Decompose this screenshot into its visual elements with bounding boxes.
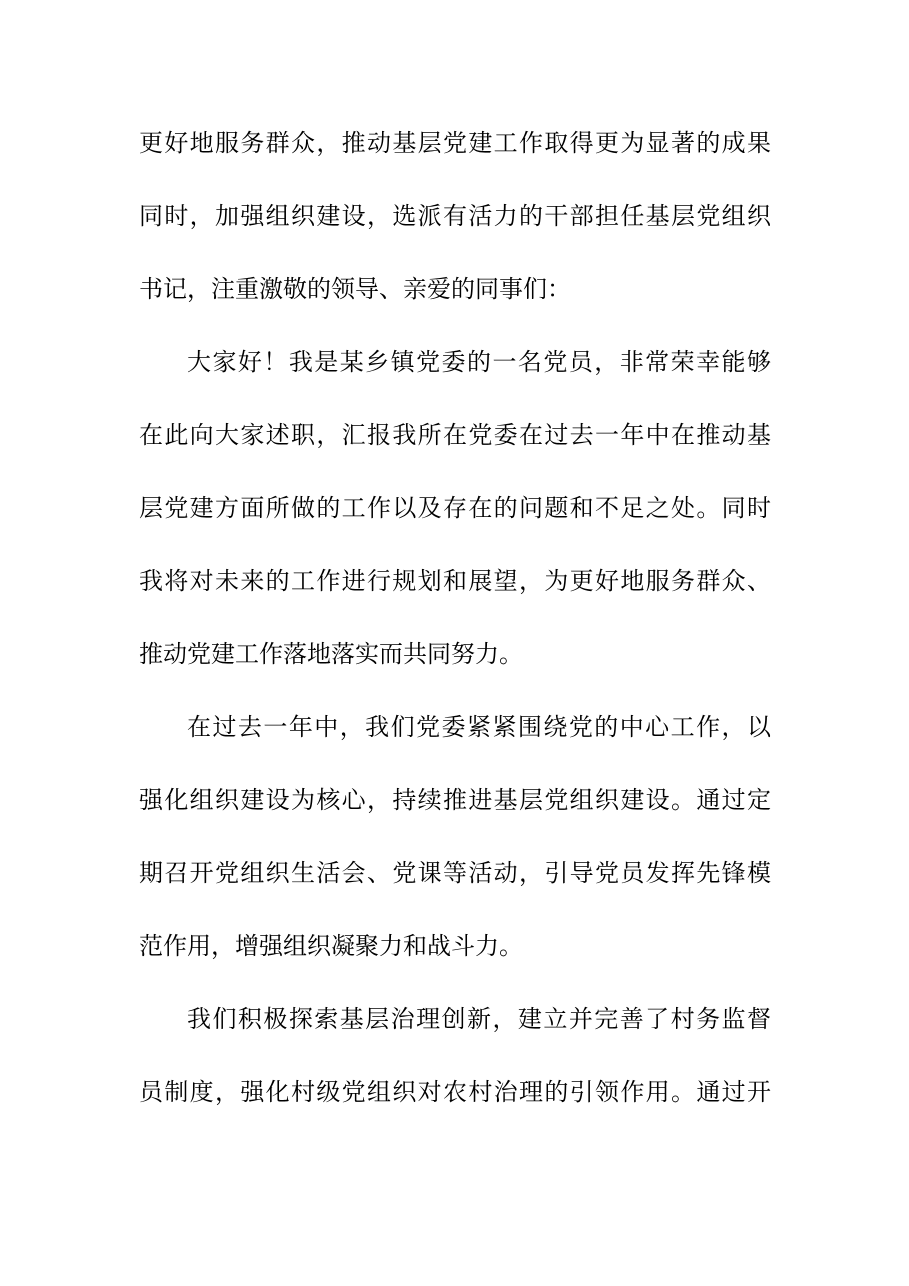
text-line: 在此向大家述职，汇报我所在党委在过去一年中在推动基 xyxy=(139,421,771,449)
text-line: 我将对未来的工作进行规划和展望，为更好地服务群众、 xyxy=(139,567,771,595)
paragraph-first-line: 我们积极探索基层治理创新，建立并完善了村务监督 xyxy=(187,1005,771,1033)
text-line: 同时，加强组织建设，选派有活力的干部担任基层党组织 xyxy=(139,202,771,230)
text-line: 强化组织建设为核心，持续推进基层党组织建设。通过定 xyxy=(139,786,771,814)
text-line: 员制度，强化村级党组织对农村治理的引领作用。通过开 xyxy=(139,1078,771,1106)
text-line: 范作用，增强组织凝聚力和战斗力。 xyxy=(139,932,523,960)
text-line: 更好地服务群众，推动基层党建工作取得更为显著的成果 xyxy=(139,129,771,157)
text-line: 书记，注重激敬的领导、亲爱的同事们： xyxy=(139,275,571,303)
text-line: 推动党建工作落地落实而共同努力。 xyxy=(139,640,523,668)
paragraph-first-line: 大家好！我是某乡镇党委的一名党员，非常荣幸能够 xyxy=(187,348,771,376)
paragraph-first-line: 在过去一年中，我们党委紧紧围绕党的中心工作，以 xyxy=(187,713,771,741)
text-line: 期召开党组织生活会、党课等活动，引导党员发挥先锋模 xyxy=(139,859,771,887)
text-line: 层党建方面所做的工作以及存在的问题和不足之处。同时 xyxy=(139,494,771,522)
